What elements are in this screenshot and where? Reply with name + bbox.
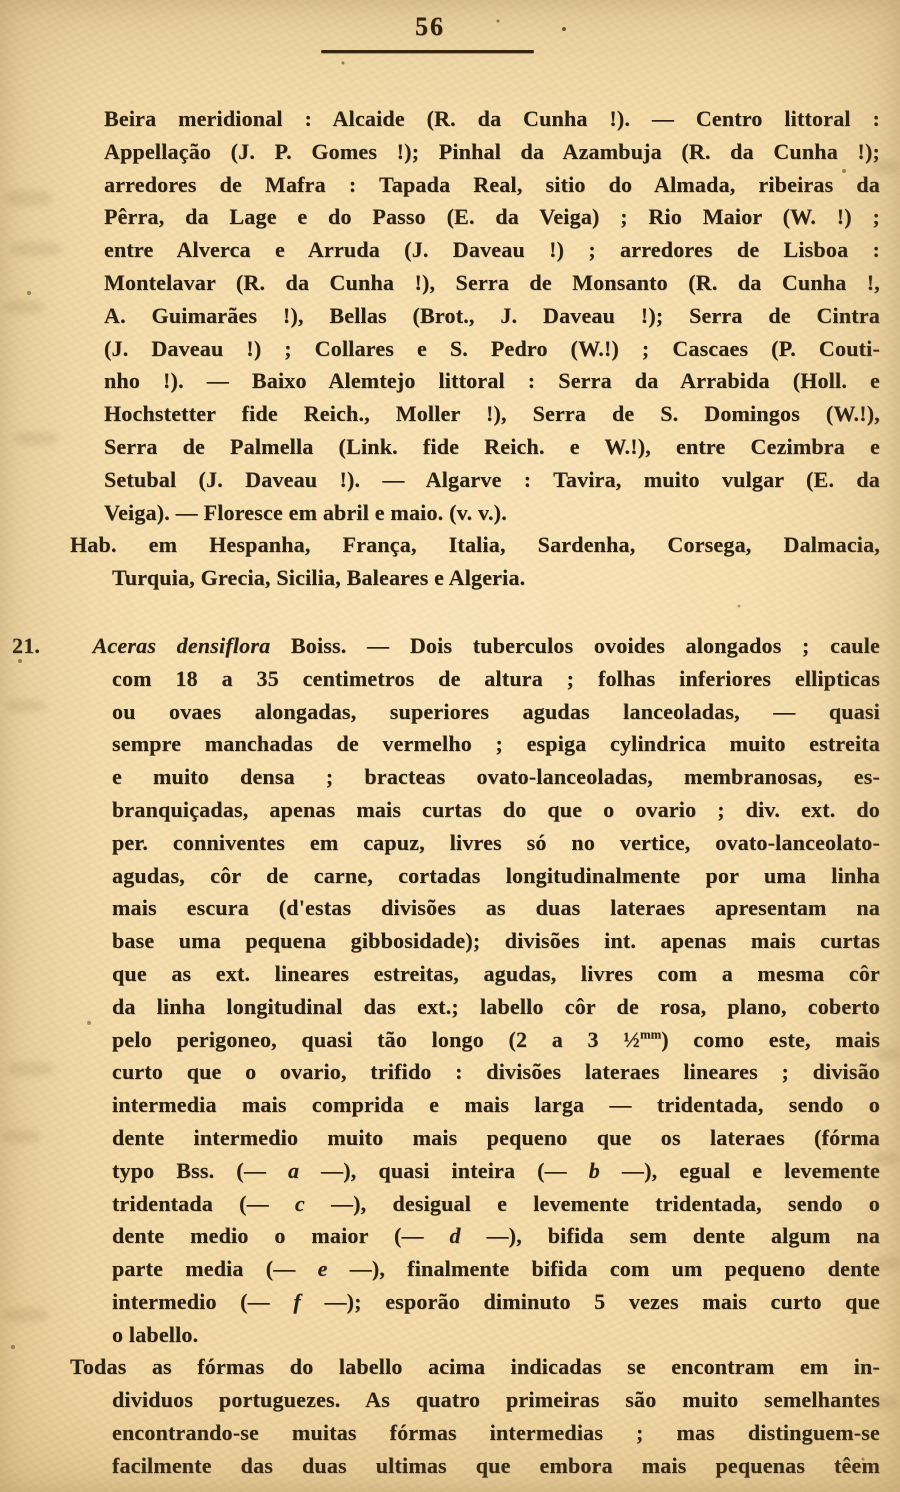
text-line: Serra de Palmella (Link. fide Reich. e W.!), entre Cezimbra e xyxy=(104,433,880,459)
localities-paragraph xyxy=(104,103,880,529)
text-line: branquiçadas, apenas mais curtas do que o ovario ; div. ext. do xyxy=(112,796,880,822)
ink-specks xyxy=(0,0,2,2)
species-entry-21 xyxy=(12,630,880,1352)
text-line: mais escura (d'estas divisões as duas lateraes apresentam na xyxy=(112,895,880,921)
forms-paragraph xyxy=(70,1351,880,1482)
text-line: agudas, côr de carne, cortadas longitudinalmente por uma linha xyxy=(112,862,880,888)
text-line: A. Guimarães !), Bellas (Brot., J. Daveau !); Serra de Cintra xyxy=(104,302,880,328)
text-line: nho !). — Baixo Alemtejo littoral : Serra da Arrabida (Holl. e xyxy=(104,368,880,394)
text-line: Pêrra, da Lage e do Passo (E. da Veiga) ; Rio Maior (W. !) ; xyxy=(104,204,880,230)
text-line: Veiga). — Floresce em abril e maio. (v. v.). xyxy=(104,499,507,525)
entry-number: 21. xyxy=(12,632,41,658)
text-line: per. conniventes em capuz, livres só no vertice, ovato-lanceolato- xyxy=(112,829,880,855)
text-line: sempre manchadas de vermelho ; espiga cylindrica muito estreita xyxy=(112,731,880,757)
header-rule xyxy=(321,50,534,53)
text-line: dividuos portuguezes. As quatro primeiras são muito semelhantes xyxy=(112,1387,880,1413)
text-line: Appellação (J. P. Gomes !); Pinhal da Azambuja (R. da Cunha !); xyxy=(104,138,880,164)
text-line: intermedio (— f —); esporão diminuto 5 vezes mais curto que xyxy=(112,1288,880,1314)
text-line: (J. Daveau !) ; Collares e S. Pedro (W.!) ; Cascaes (P. Couti- xyxy=(104,335,880,361)
page-number: 56 xyxy=(415,12,445,41)
text-line: arredores de Mafra : Tapada Real, sitio do Almada, ribeiras da xyxy=(104,171,880,197)
text-line: 21. Aceras densiflora Boiss. — Dois tuberculos ovoides alongados ; caule xyxy=(112,630,880,663)
text-line: Montelavar (R. da Cunha !), Serra de Monsanto (R. da Cunha !, xyxy=(104,269,880,295)
text-line: Hochstetter fide Reich., Moller !), Serra de S. Domingos (W.!), xyxy=(104,401,880,427)
text-line: facilmente das duas ultimas que embora mais pequenas têem xyxy=(112,1452,880,1478)
text-line: typo Bss. (— a —), quasi inteira (— b —), egual e levemente xyxy=(112,1157,880,1183)
text-line: Hab. em Hespanha, França, Italia, Sardenha, Corsega, Dalmacia, xyxy=(70,532,880,558)
text-line: dente medio o maior (— d —), bifida sem dente algum na xyxy=(112,1223,880,1249)
text-line: entre Alverca e Arruda (J. Daveau !) ; arredores de Lisboa : xyxy=(104,237,880,263)
text-line: encontrando-se muitas fórmas intermedias ; mas distinguem-se xyxy=(112,1420,880,1446)
text-line: e muito densa ; bracteas ovato-lanceoladas, membranosas, es- xyxy=(112,764,880,790)
text-block xyxy=(0,103,880,1483)
text-line: ou ovaes alongadas, superiores agudas lanceoladas, — quasi xyxy=(112,698,880,724)
habitat-paragraph xyxy=(70,529,880,595)
text-line: que as ext. lineares estreitas, agudas, livres com a mesma côr xyxy=(112,960,880,986)
text-line: base uma pequena gibbosidade); divisões int. apenas mais curtas xyxy=(112,928,880,954)
text-line: Setubal (J. Daveau !). — Algarve : Tavira, muito vulgar (E. da xyxy=(104,466,880,492)
text-line: pelo perigoneo, quasi tão longo (2 a 3 ½$^{mm}$) como este, mais xyxy=(112,1026,880,1052)
text-line: Beira meridional : Alcaide (R. da Cunha !). — Centro littoral : xyxy=(104,106,880,131)
text-line: parte media (— e —), finalmente bifida com um pequeno dente xyxy=(112,1256,880,1282)
text-line: dente intermedio muito mais pequeno que os lateraes (fórma xyxy=(112,1124,880,1150)
text-line: curto que o ovario, trifido : divisões lateraes lineares ; divisão xyxy=(112,1059,880,1085)
page-header xyxy=(0,12,860,42)
text-line: Turquia, Grecia, Sicilia, Baleares e Algeria. xyxy=(112,565,526,591)
text-line: tridentada (— c —), desigual e levemente tridentada, sendo o xyxy=(112,1190,880,1216)
text-line: Todas as fórmas do labello acima indicadas se encontram em in- xyxy=(70,1354,880,1380)
text-line: da linha longitudinal das ext.; labello côr de rosa, plano, coberto xyxy=(112,993,880,1019)
text-line: intermedia mais comprida e mais larga — tridentada, sendo o xyxy=(112,1092,880,1118)
text-line: com 18 a 35 centimetros de altura ; folhas inferiores ellipticas xyxy=(112,665,880,691)
text-line: o labello. xyxy=(112,1321,199,1347)
